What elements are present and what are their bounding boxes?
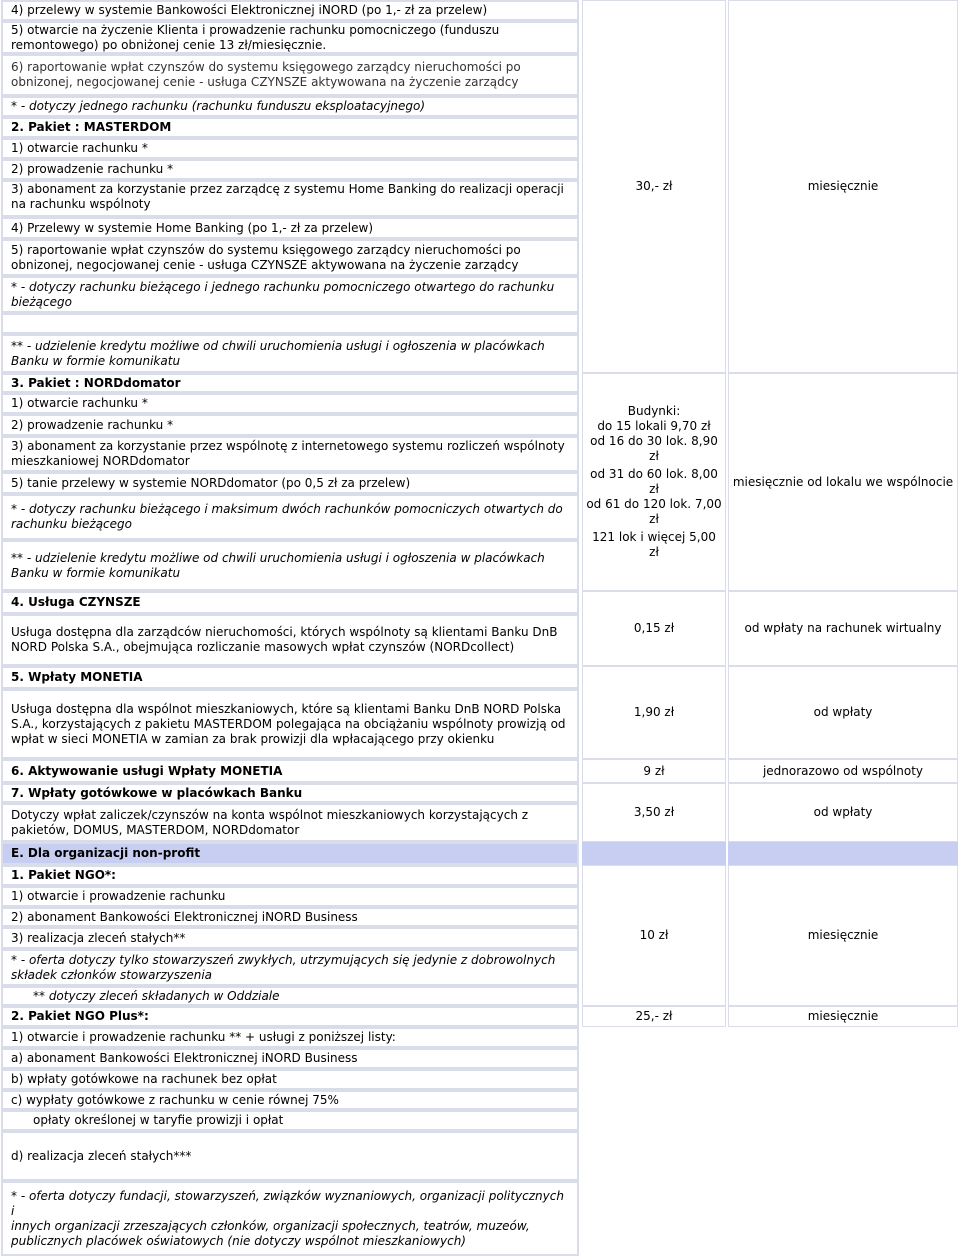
nonprofit-header-unit-cell — [728, 842, 958, 865]
norddomator-title: 3. Pakiet : NORDdomator — [1, 373, 579, 393]
masterdom-note-2: ** - udzielenie kredytu możliwe od chwili uruchomienia usługi i ogłoszenia w placówkach Banku w formie komunikatu — [1, 334, 579, 373]
nonprofit-section-header: E. Dla organizacji non-profit — [1, 842, 579, 865]
ngo-plus-item-c-cont: opłaty określonej w taryfie prowizji i opłat — [1, 1110, 579, 1131]
masterdom-item-1: 1) otwarcie rachunku * — [1, 138, 579, 159]
row-przelewy-inord: 4) przelewy w systemie Bankowości Elektronicznej iNORD (po 1,- zł za przelew) — [1, 0, 579, 21]
norddomator-note-2: ** - udzielenie kredytu możliwe od chwili uruchomienia usługi i ogłoszenia w placówkach Banku w formie komunikatu — [1, 540, 579, 591]
norddomator-item-1: 1) otwarcie rachunku * — [1, 393, 579, 414]
monetia-price: 1,90 zł — [582, 666, 726, 759]
czynsze-price: 0,15 zł — [582, 591, 726, 666]
norddomator-item-2: 2) prowadzenie rachunku * — [1, 414, 579, 436]
masterdom-item-3: 3) abonament za korzystanie przez zarządcę z systemu Home Banking do realizacji operacji na rachunku wspólnoty — [1, 180, 579, 217]
ngo-price: 10 zł — [582, 865, 726, 1006]
description-column — [1, 0, 579, 1256]
masterdom-spacer — [1, 313, 579, 334]
aktywowanie-title: 6. Aktywowanie usługi Wpłaty MONETIA — [1, 759, 579, 783]
ngo-item-2: 2) abonament Bankowości Elektronicznej iNORD Business — [1, 907, 579, 927]
ngo-plus-item-b: b) wpłaty gotówkowe na rachunek bez opłat — [1, 1069, 579, 1090]
czynsze-title: 4. Usługa CZYNSZE — [1, 591, 579, 614]
gotowkowe-desc: Dotyczy wpłat zaliczek/czynszów na konta wspólnot mieszkaniowych korzystających z pakietów, DOMUS, MASTERDOM, NORDdomator — [1, 803, 579, 842]
gotowkowe-title: 7. Wpłaty gotówkowe w placówkach Banku — [1, 783, 579, 803]
ngo-plus-item-c: c) wypłaty gotówkowe z rachunku w cenie równej 75% — [1, 1090, 579, 1110]
row-raportowanie: 6) raportowanie wpłat czynszów do systemu księgowego zarządcy nieruchomości po obnizonej, negocjowanej cenie - usługa CZYNSZE aktywowana na życzenie zarządcy — [1, 54, 579, 96]
ngo-plus-price: 25,- zł — [582, 1006, 726, 1027]
ngo-plus-unit: miesięcznie — [728, 1006, 958, 1027]
aktywowanie-price: 9 zł — [582, 759, 726, 783]
aktywowanie-unit: jednorazowo od wspólnoty — [728, 759, 958, 783]
monetia-desc: Usługa dostępna dla wspólnot mieszkaniowych, które są klientami Banku DnB NORD Polska S.A., korzystających z pakietu MASTERDOM polegająca na obciążaniu wspólnoty prowizją od wpłat w sieci MONETIA w zamian za brak prowizji dla wpłacającego przy okienku — [1, 689, 579, 759]
ngo-plus-item-a: a) abonament Bankowości Elektronicznej iNORD Business — [1, 1048, 579, 1069]
norddomator-unit: miesięcznie od lokalu we wspólnocie — [728, 373, 958, 591]
masterdom-unit: miesięcznie — [728, 0, 958, 373]
ngo-title: 1. Pakiet NGO*: — [1, 865, 579, 886]
masterdom-item-5: 5) raportowanie wpłat czynszów do systemu księgowego zarządcy nieruchomości po obnizonej, negocjowanej cenie - usługa CZYNSZE aktywowana na życzenie zarządcy — [1, 239, 579, 276]
masterdom-item-4: 4) Przelewy w systemie Home Banking (po 1,- zł za przelew) — [1, 217, 579, 239]
norddomator-note-1: * - dotyczy rachunku bieżącego i maksimum dwóch rachunków pomocniczych otwartych do rachunku bieżącego — [1, 494, 579, 540]
ngo-unit: miesięcznie — [728, 865, 958, 1006]
czynsze-desc: Usługa dostępna dla zarządców nieruchomości, których wspólnoty są klientami Banku DnB NORD Polska S.A., obejmująca rozliczanie masowych wpłat czynszów (NORDcollect) — [1, 614, 579, 666]
masterdom-item-2: 2) prowadzenie rachunku * — [1, 159, 579, 180]
ngo-plus-title: 2. Pakiet NGO Plus*: — [1, 1006, 579, 1027]
norddomator-item-3: 3) abonament za korzystanie przez wspólnotę z internetowego systemu rozliczeń wspólnoty mieszkaniowej NORDdomator — [1, 436, 579, 472]
monetia-unit: od wpłaty — [728, 666, 958, 759]
masterdom-title: 2. Pakiet : MASTERDOM — [1, 117, 579, 138]
note-jednego-rachunku: * - dotyczy jednego rachunku (rachunku funduszu eksploatacyjnego) — [1, 96, 579, 117]
ngo-item-1: 1) otwarcie i prowadzenie rachunku — [1, 886, 579, 907]
nonprofit-header-price-cell — [582, 842, 726, 865]
ngo-note-1: * - oferta dotyczy tylko stowarzyszeń zwykłych, utrzymujących się jedynie z dobrowolnych składek członków stowarzyszenia — [1, 949, 579, 986]
gotowkowe-price: 3,50 zł — [582, 783, 726, 842]
ngo-item-3: 3) realizacja zleceń stałych** — [1, 927, 579, 949]
norddomator-price: Budynki: do 15 lokali 9,70 zł od 16 do 30 lok. 8,90 zł od 31 do 60 lok. 8,00 zł od 61 do 120 lok. 7,00 zł 121 lok i więcej 5,00 zł — [582, 373, 726, 591]
norddomator-item-5: 5) tanie przelewy w systemie NORDdomator (po 0,5 zł za przelew) — [1, 472, 579, 494]
ngo-plus-note: * - oferta dotyczy fundacji, stowarzyszeń, związków wyznaniowych, organizacji politycznych i innych organizacji zrzeszających członków, organizacji społecznych, teatrów, muzeów, publicznych placówek oświatowych (nie dotyczy wspólnot mieszkaniowych) — [1, 1181, 579, 1256]
ngo-plus-item-1: 1) otwarcie i prowadzenie rachunku ** + usługi z poniższej listy: — [1, 1027, 579, 1048]
row-rachunek-pomocniczy: 5) otwarcie na życzenie Klienta i prowadzenie rachunku pomocniczego (funduszu remontowego) po obniżonej cenie 13 zł/miesięcznie. — [1, 21, 579, 54]
monetia-title: 5. Wpłaty MONETIA — [1, 666, 579, 689]
gotowkowe-unit: od wpłaty — [728, 783, 958, 842]
masterdom-price: 30,- zł — [582, 0, 726, 373]
masterdom-note-1: * - dotyczy rachunku bieżącego i jednego rachunku pomocniczego otwartego do rachunku bieżącego — [1, 276, 579, 313]
ngo-plus-item-d: d) realizacja zleceń stałych*** — [1, 1131, 579, 1181]
ngo-note-2: ** dotyczy zleceń składanych w Oddziale — [1, 986, 579, 1006]
czynsze-unit: od wpłaty na rachunek wirtualny — [728, 591, 958, 666]
